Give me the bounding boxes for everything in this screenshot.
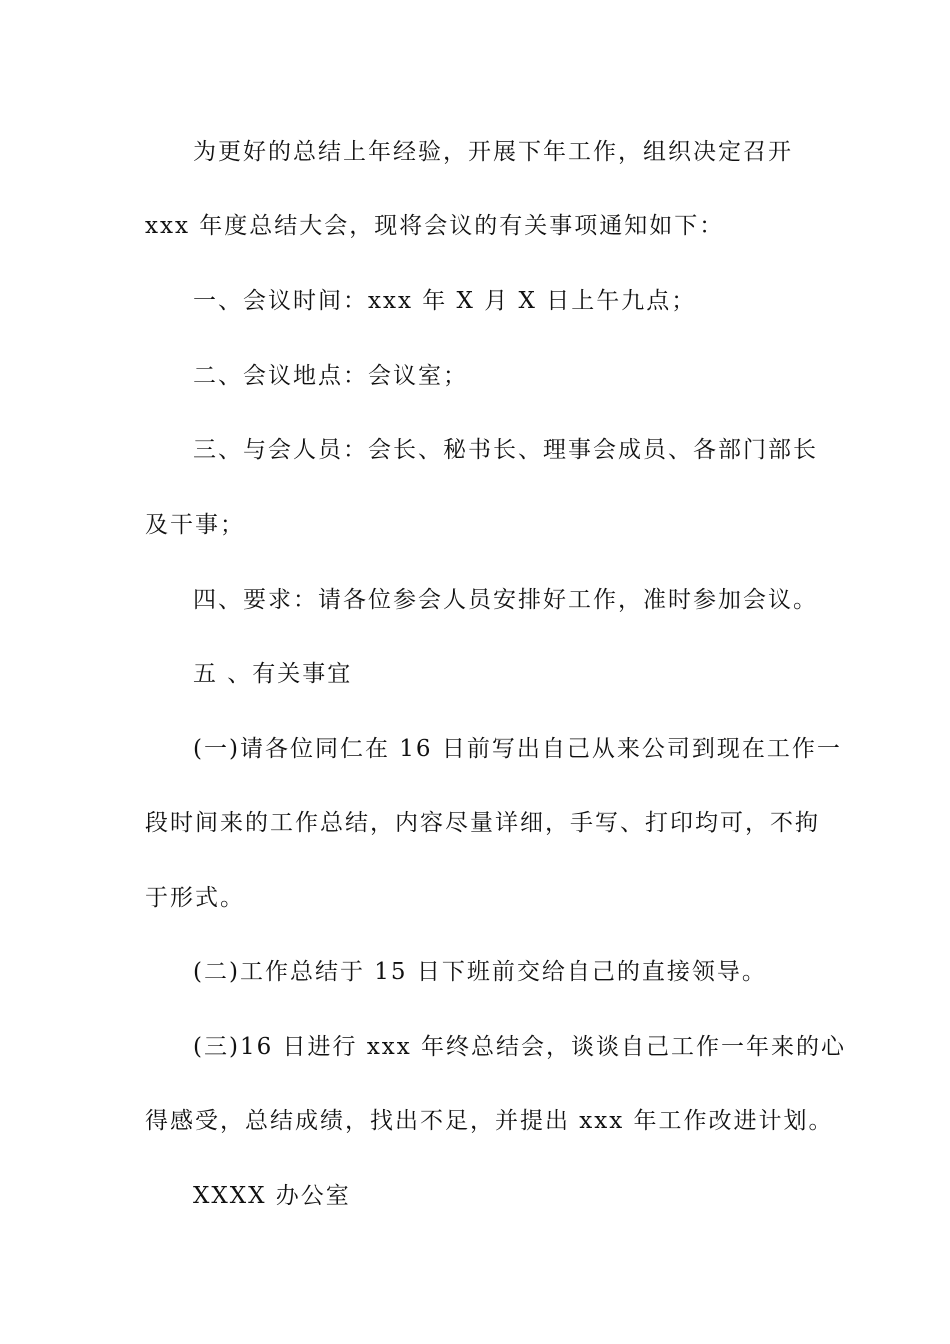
subitem-3-line-2: 得感受，总结成绩，找出不足，并提出 xxx 年工作改进计划。 [145,1108,834,1134]
item-attendees-line-2: 及干事； [145,512,245,538]
subitem-1-line-3: 于形式。 [145,885,245,911]
subitem-1-line-2: 段时间来的工作总结，内容尽量详细，手写、打印均可，不拘 [145,810,820,836]
subitem-1-line-1: (一)请各位同仁在 16 日前写出自己从来公司到现在工作一 [193,736,842,762]
item-related-matters-heading: 五 、有关事宜 [193,661,353,687]
item-requirements: 四、要求：请各位参会人员安排好工作，准时参加会议。 [193,587,818,613]
paragraph-intro-line-2: xxx 年度总结大会，现将会议的有关事项通知如下： [145,213,725,239]
signature-office: XXXX 办公室 [193,1183,351,1209]
subitem-3-line-1: (三)16 日进行 xxx 年终总结会，谈谈自己工作一年来的心 [193,1034,847,1060]
item-meeting-place: 二、会议地点：会议室； [193,363,468,389]
subitem-2: (二)工作总结于 15 日下班前交给自己的直接领导。 [193,959,767,985]
item-attendees-line-1: 三、与会人员：会长、秘书长、理事会成员、各部门部长 [193,437,818,463]
item-meeting-time: 一、会议时间：xxx 年 X 月 X 日上午九点； [193,288,697,314]
paragraph-intro-line-1: 为更好的总结上年经验，开展下年工作，组织决定召开 [193,139,793,165]
